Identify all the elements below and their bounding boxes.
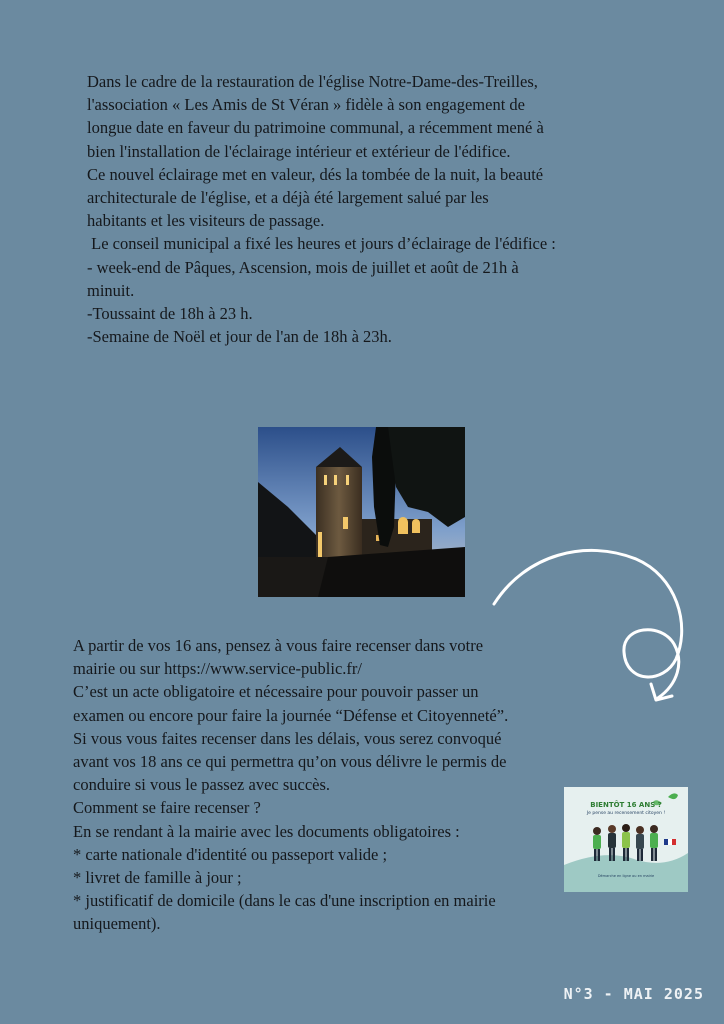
article-recensement (73, 634, 633, 936)
text-line: * carte nationale d'identité ou passeport valide ; (73, 844, 388, 864)
text-line: avant vos 18 ans ce qui permettra qu’on vous délivre le permis de (73, 752, 507, 772)
text-line: Le conseil municipal a fixé les heures et jours d’éclairage de l'édifice : (87, 234, 556, 254)
text-line: architecturale de l'église, et a déjà été largement salué par les (87, 188, 489, 208)
text-line: Dans le cadre de la restauration de l'église Notre-Dame-des-Treilles, (87, 72, 538, 91)
text-line: C’est un acte obligatoire et nécessaire pour pouvoir passer un (73, 682, 479, 702)
text-line: -Toussaint de 18h à 23 h. (87, 304, 253, 324)
text-line: examen ou encore pour faire la journée “Défense et Citoyenneté”. (73, 705, 509, 725)
text-line: Comment se faire recenser ? (73, 798, 261, 818)
text-line: En se rendant à la mairie avec les documents obligatoires : (73, 821, 460, 841)
text-line: uniquement). (73, 914, 161, 934)
issue-footer: N°3 - MAI 2025 (563, 985, 704, 1003)
poster-subtitle: Je pense au recensement citoyen ! (586, 811, 666, 816)
text-line: Ce nouvel éclairage met en valeur, dés la tombée de la nuit, la beauté (87, 164, 544, 184)
text-line: * livret de famille à jour ; (73, 868, 242, 888)
recensement-poster (564, 787, 688, 892)
text-line: * justificatif de domicile (dans le cas d'une inscription en mairie (73, 891, 496, 911)
text-line: conduire si vous le passez avec succès. (73, 775, 331, 795)
text-line: bien l'installation de l'éclairage intérieur et extérieur de l'édifice. (87, 141, 511, 161)
text-line: longue date en faveur du patrimoine communal, a récemment mené à (87, 118, 544, 138)
text-line: habitants et les visiteurs de passage. (87, 211, 325, 231)
text-line: minuit. (87, 280, 135, 300)
text-line: mairie ou sur https://www.service-public.fr/ (73, 659, 362, 679)
poster-footer: Démarche en ligne ou en mairie (597, 874, 655, 878)
french-flag-icon (664, 839, 676, 845)
poster-title: BIENTÔT 16 ANS ? (590, 801, 662, 809)
church-night-photo (258, 427, 465, 597)
text-line: A partir de vos 16 ans, pensez à vous faire recenser dans votre (73, 636, 484, 655)
text-line: Si vous vous faites recenser dans les délais, vous serez convoqué (73, 728, 502, 748)
article-eclairage-eglise (87, 70, 667, 348)
text-line: l'association « Les Amis de St Véran » fidèle à son engagement de (87, 95, 525, 115)
text-line: -Semaine de Noël et jour de l'an de 18h à 23h. (87, 327, 392, 347)
text-line: - week-end de Pâques, Ascension, mois de juillet et août de 21h à (87, 257, 519, 277)
